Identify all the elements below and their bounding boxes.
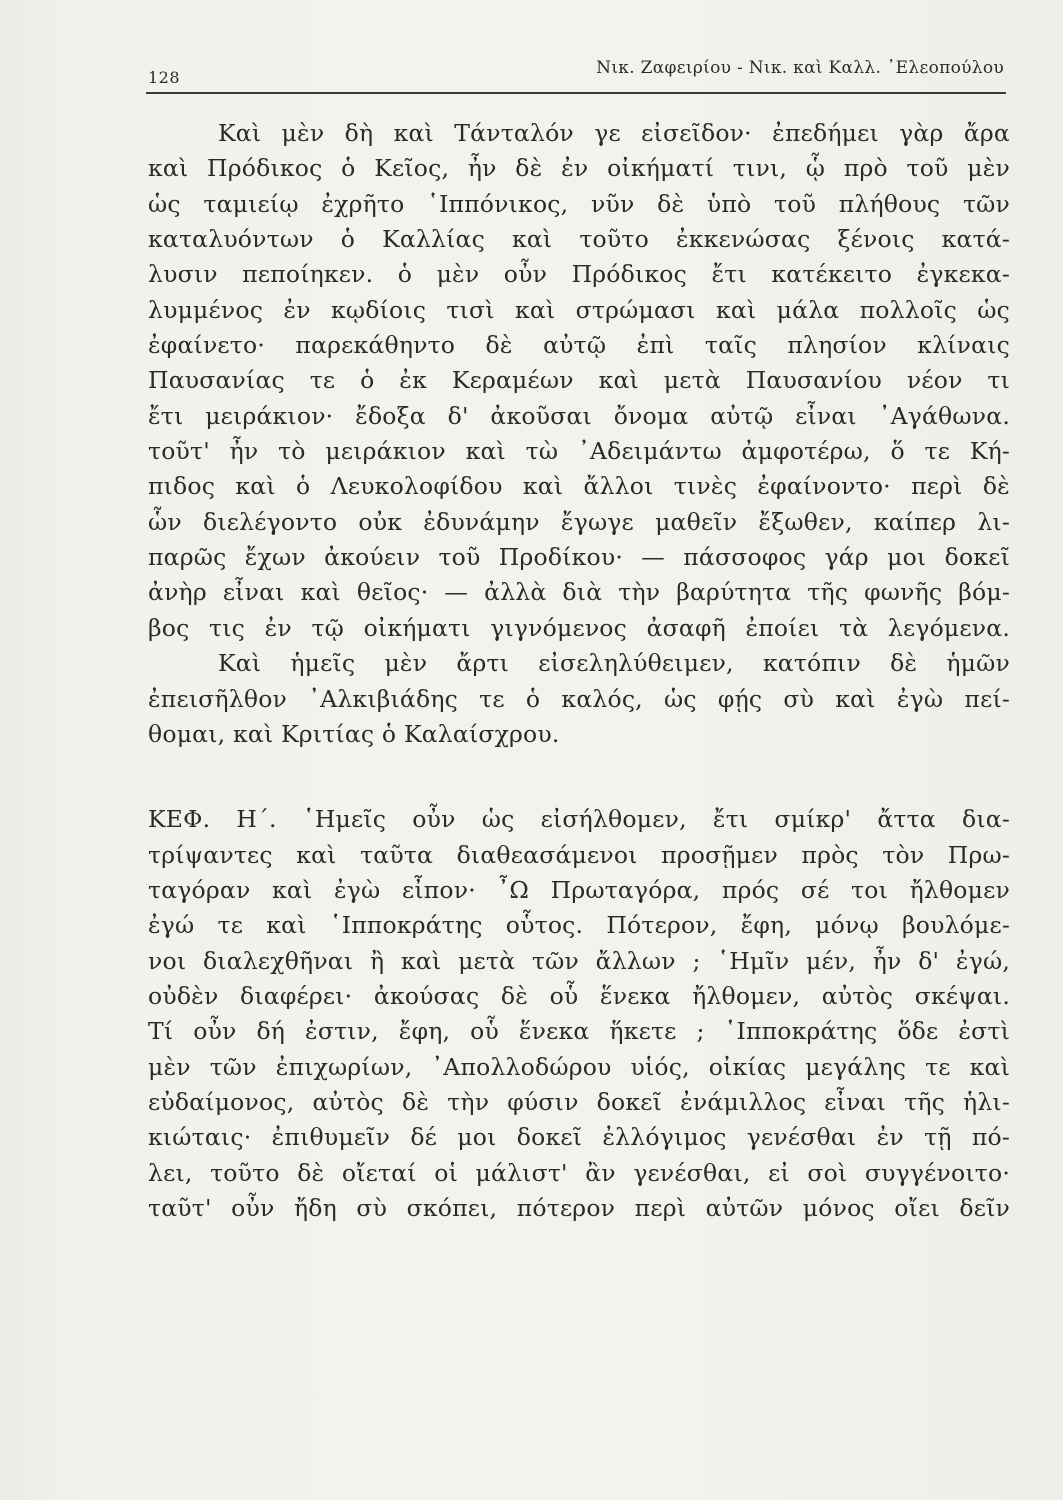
text-line: μὲν τῶν ἐπιχωρίων, ᾿Απολλοδώρου υἱός, οἰκίας μεγάλης τε καὶ [148,1052,1010,1081]
body-text [148,116,1010,1226]
page-number: 128 [148,68,181,87]
chapter-heading-line: ΚΕΦ. Η΄. ῾Ημεῖς οὖν ὡς εἰσήλθομεν, ἔτι σμίκρ' ἄττα δια- [148,805,1010,834]
text-line: ἐφαίνετο· παρεκάθηντο δὲ αὐτῷ ἐπὶ ταῖς πλησίον κλίναις [148,331,1010,360]
text-line: εὐδαίμονος, αὐτὸς δὲ τὴν φύσιν δοκεῖ ἐνάμιλλος εἶναι τῆς ἡλι- [148,1087,1010,1116]
text-line: Καὶ μὲν δὴ καὶ Τάνταλόν γε εἰσεῖδον· ἐπεδήμει γὰρ ἄρα [218,119,1010,147]
paragraph-1 [148,116,1010,646]
text-line: ἀνὴρ εἶναι καὶ θεῖος· — ἀλλὰ διὰ τὴν βαρύτητα τῆς φωνῆς βόμ- [148,578,1010,607]
section-gap [148,752,1010,802]
text-line: λυμμένος ἐν κῳδίοις τισὶ καὶ στρώμασι καὶ μάλα πολλοῖς ὡς [148,295,1010,324]
text-line: θομαι, καὶ Κριτίας ὁ Καλαίσχρου. [148,719,560,748]
text-line: παρῶς ἔχων ἀκούειν τοῦ Προδίκου· — πάσσοφος γάρ μοι δοκεῖ [148,543,1010,572]
text-line: νοι διαλεχθῆναι ἢ καὶ μετὰ τῶν ἄλλων ; ῾Ημῖν μέν, ἦν δ' ἐγώ, [148,946,1010,975]
text-line: οὐδὲν διαφέρει· ἀκούσας δὲ οὗ ἕνεκα ἤλθομεν, αὐτὸς σκέψαι. [148,981,1010,1010]
text-line: ἐπεισῆλθον ᾿Αλκιβιάδης τε ὁ καλός, ὡς φῄς σὺ καὶ ἐγὼ πεί- [148,684,1010,713]
running-head: Νικ. Ζαφειρίου - Νικ. καὶ Καλλ. ᾿Ελεοπούλου [596,58,1004,78]
text-line: τρίψαντες καὶ ταῦτα διαθεασάμενοι προσῇμεν πρὸς τὸν Πρω- [148,840,1010,869]
text-line: ἔτι μειράκιον· ἔδοξα δ' ἀκοῦσαι ὄνομα αὐτῷ εἶναι ᾿Αγάθωνα. [148,401,1010,430]
text-line: ταῦτ' οὖν ἤδη σὺ σκόπει, πότερον περὶ αὐτῶν μόνος οἴει δεῖν [148,1193,1010,1222]
text-line: ὧν διελέγοντο οὐκ ἐδυνάμην ἔγωγε μαθεῖν ἔξωθεν, καίπερ λι- [148,507,1010,536]
text-line: Τί οὖν δή ἐστιν, ἔφη, οὗ ἕνεκα ἥκετε ; ῾Ιπποκράτης ὅδε ἐστὶ [148,1017,1010,1046]
page-header [148,54,1004,88]
paragraph-2 [148,646,1010,752]
text-line: ὡς ταμιείῳ ἐχρῆτο ῾Ιππόνικος, νῦν δὲ ὑπὸ τοῦ πλήθους τῶν [148,189,1010,218]
text-line: λει, τοῦτο δὲ οἴεταί οἱ μάλιστ' ἂν γενέσθαι, εἰ σοὶ συγγένοιτο· [148,1158,1010,1187]
text-line: ἐγώ τε καὶ ῾Ιπποκράτης οὗτος. Πότερον, ἔφη, μόνῳ βουλόμε- [148,911,1010,940]
text-line: Παυσανίας τε ὁ ἐκ Κεραμέων καὶ μετὰ Παυσανίου νέον τι [148,366,1010,395]
text-line: λυσιν πεποίηκεν. ὁ μὲν οὖν Πρόδικος ἔτι κατέκειτο ἐγκεκα- [148,260,1010,289]
text-line: Καὶ ἡμεῖς μὲν ἄρτι εἰσεληλύθειμεν, κατόπιν δὲ ἡμῶν [218,649,1010,678]
text-line: καταλυόντων ὁ Καλλίας καὶ τοῦτο ἐκκενώσας ξένοις κατά- [148,225,1010,254]
text-line: καὶ Πρόδικος ὁ Κεῖος, ἦν δὲ ἐν οἰκήματί τινι, ᾧ πρὸ τοῦ μὲν [148,154,1010,183]
header-rule [146,92,1006,94]
text-line: κιώταις· ἐπιθυμεῖν δέ μοι δοκεῖ ἐλλόγιμος γενέσθαι ἐν τῇ πό- [148,1123,1010,1152]
chapter-section [148,802,1010,1226]
text-line: βος τις ἐν τῷ οἰκήματι γιγνόμενος ἀσαφῆ ἐποίει τὰ λεγόμενα. [148,613,1010,642]
text-line: τοῦτ' ἦν τὸ μειράκιον καὶ τὼ ᾿Αδειμάντω ἀμφοτέρω, ὅ τε Κή- [148,437,1010,466]
text-line: ταγόραν καὶ ἐγὼ εἶπον· ῏Ω Πρωταγόρα, πρός σέ τοι ἤλθομεν [148,875,1010,904]
text-line: πιδος καὶ ὁ Λευκολοφίδου καὶ ἄλλοι τινὲς ἐφαίνοντο· περὶ δὲ [148,472,1010,501]
